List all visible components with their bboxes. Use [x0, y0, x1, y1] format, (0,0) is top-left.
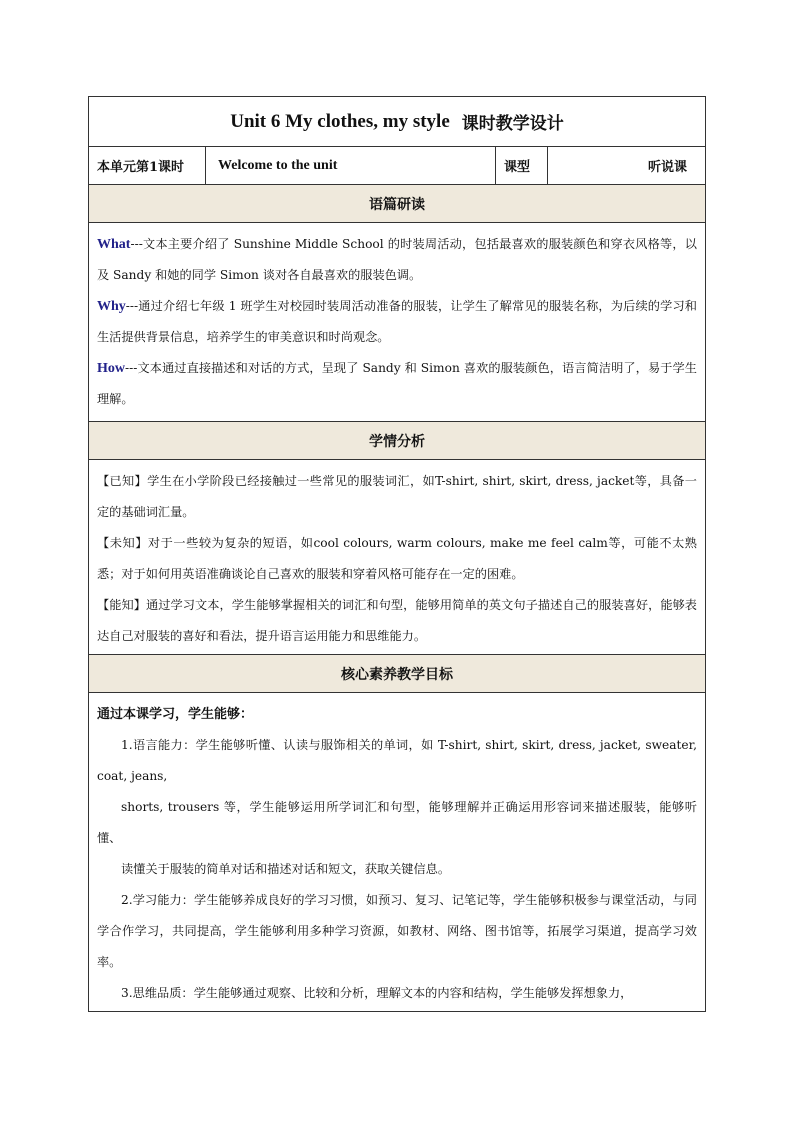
why-keyword: Why [97, 299, 126, 314]
known-paragraph: 【已知】学生在小学阶段已经接触过一些常见的服装词汇，如T-shirt, shirt, skirt, dress, jacket等，具备一定的基础词汇量。 [97, 474, 697, 519]
goal-language-a: 1.语言能力：学生能够听懂、认读与服饰相关的单词，如 T-shirt, shirt, skirt, dress, jacket, sweater, coat, jeans, [97, 738, 697, 783]
goal-thinking: 3.思维品质：学生能够通过观察、比较和分析，理解文本的内容和结构，学生能够发挥想象力， [121, 986, 633, 1000]
core-goals-content [89, 699, 705, 1009]
unknown-paragraph: 【未知】对于一些较为复杂的短语，如cool colours, warm colours, make me feel calm等，可能不太熟悉；对于如何用英语准确谈论自己喜欢的服装和穿着风格可能存在一定的困难。 [97, 536, 697, 581]
section-heading-core-goals: 核心素养教学目标 [89, 655, 705, 693]
what-keyword: What [97, 237, 131, 252]
lesson-type-value: 听说课 [647, 160, 687, 175]
goals-lead: 通过本课学习，学生能够： [97, 707, 254, 722]
learner-analysis-content [89, 460, 705, 655]
text-study-content [89, 223, 705, 422]
lesson-number: 本单元第1课时 [89, 147, 206, 184]
title-english: Unit 6 My clothes, my style [230, 110, 450, 132]
lesson-plan-table [88, 96, 706, 1012]
section-heading-text-study: 语篇研读 [89, 185, 705, 223]
how-keyword: How [97, 361, 125, 376]
title-chinese: 课时教学设计 [461, 114, 564, 134]
what-paragraph: What---文本主要介绍了 Sunshine Middle School 的时装周活动，包括最喜欢的服装颜色和穿衣风格等，以及 Sandy 和她的同学 Simon 谈对各自最喜欢的服装色调。 [97, 237, 697, 282]
goal-learning: 2.学习能力：学生能够养成良好的学习习惯，如预习、复习、记笔记等，学生能够积极参与课堂活动，与同学合作学习，共同提高，学生能够利用多种学习资源，如教材、网络、图书馆等，拓展学习渠道，提高学习效率。 [97, 893, 697, 969]
goal-language-c: 读懂关于服装的简单对话和描述对话和短文，获取关键信息。 [121, 862, 451, 876]
lesson-type-label: 课型 [496, 147, 548, 184]
why-paragraph: Why---通过介绍七年级 1 班学生对校园时装周活动准备的服装，让学生了解常见的服装名称，为后续的学习和生活提供背景信息，培养学生的审美意识和时尚观念。 [97, 299, 697, 344]
section-heading-learner-analysis: 学情分析 [89, 422, 705, 460]
lesson-info-row [89, 147, 705, 185]
lesson-topic: Welcome to the unit [206, 147, 496, 184]
page-title [89, 97, 705, 147]
how-paragraph: How---文本通过直接描述和对话的方式，呈现了 Sandy 和 Simon 喜欢的服装颜色，语言简洁明了，易于学生理解。 [97, 361, 697, 406]
able-paragraph: 【能知】通过学习文本，学生能够掌握相关的词汇和句型，能够用简单的英文句子描述自己的服装喜好，能够表达自己对服装的喜好和看法，提升语言运用能力和思维能力。 [97, 598, 697, 643]
goal-language-b: shorts, trousers 等，学生能够运用所学词汇和句型，能够理解并正确运用形容词来描述服装，能够听懂、 [97, 800, 697, 845]
